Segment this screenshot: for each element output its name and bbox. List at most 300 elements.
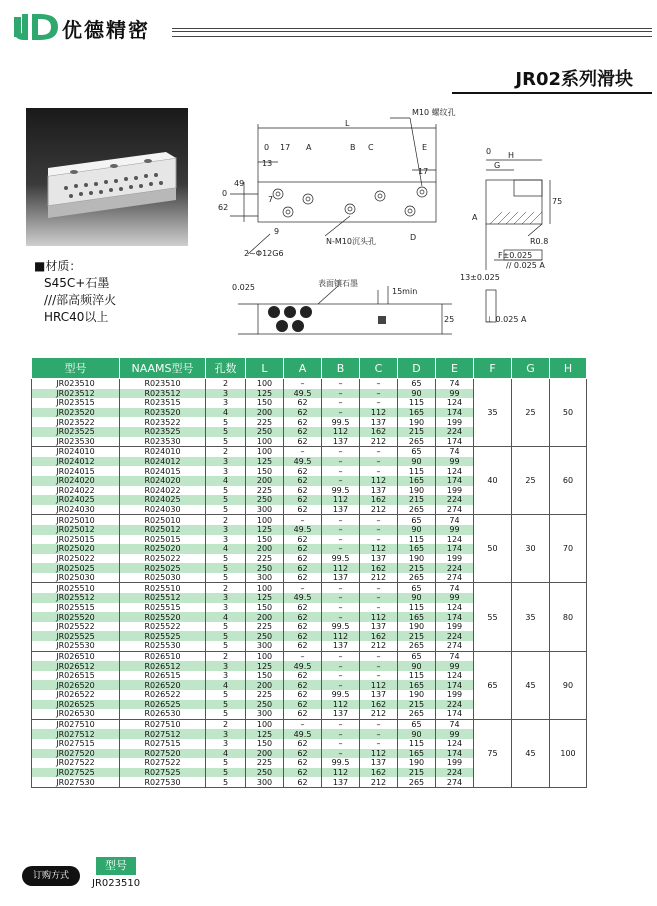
table-cell: 62 xyxy=(284,535,322,545)
table-cell: JR027512 xyxy=(32,729,120,739)
table-cell: 5 xyxy=(206,427,246,437)
table-cell: 300 xyxy=(246,573,284,583)
table-cell: – xyxy=(322,476,360,486)
table-cell: 62 xyxy=(284,563,322,573)
spec-table xyxy=(31,357,587,788)
table-cell: 224 xyxy=(436,427,474,437)
table-cell: JR026512 xyxy=(32,661,120,671)
dim-l-label: L xyxy=(345,119,350,128)
table-cell: 4 xyxy=(206,612,246,622)
table-cell: 3 xyxy=(206,466,246,476)
material-heading: ■材质： xyxy=(34,259,82,273)
table-cell: JR027510 xyxy=(32,719,120,729)
table-cell: 225 xyxy=(246,622,284,632)
table-cell: JR023512 xyxy=(32,389,120,399)
table-cell: 99.5 xyxy=(322,758,360,768)
table-cell: 4 xyxy=(206,749,246,759)
table-cell: 250 xyxy=(246,631,284,641)
graphite-label: 表面镶石墨 xyxy=(318,279,358,288)
table-cell: JR023515 xyxy=(32,398,120,408)
table-cell: – xyxy=(360,583,398,593)
table-cell: 62 xyxy=(284,505,322,515)
table-cell: 99 xyxy=(436,661,474,671)
table-cell: JR026525 xyxy=(32,700,120,710)
ref-a-label: A xyxy=(472,213,478,222)
table-cell: 125 xyxy=(246,457,284,467)
table-cell: – xyxy=(360,457,398,467)
table-cell: – xyxy=(322,379,360,389)
table-cell: – xyxy=(322,389,360,399)
table-cell: R024012 xyxy=(120,457,206,467)
table-cell: 215 xyxy=(398,700,436,710)
table-cell: 3 xyxy=(206,603,246,613)
table-cell: R023510 xyxy=(120,379,206,389)
table-cell: 212 xyxy=(360,505,398,515)
table-cell: R025530 xyxy=(120,641,206,651)
table-cell: 137 xyxy=(322,709,360,719)
table-cell: 265 xyxy=(398,437,436,447)
table-cell: 100 xyxy=(246,719,284,729)
table-cell: 215 xyxy=(398,427,436,437)
table-cell: 137 xyxy=(322,573,360,583)
table-cell: – xyxy=(322,749,360,759)
table-cell: 300 xyxy=(246,777,284,787)
table-cell: 224 xyxy=(436,563,474,573)
table-cell: 62 xyxy=(284,622,322,632)
table-cell: 2 xyxy=(206,719,246,729)
table-cell: 112 xyxy=(322,563,360,573)
table-cell: – xyxy=(360,389,398,399)
table-cell: 112 xyxy=(360,749,398,759)
table-cell: 65 xyxy=(398,515,436,525)
table-cell: 49.5 xyxy=(284,457,322,467)
table-row xyxy=(32,583,587,593)
column-header: C xyxy=(360,358,398,379)
table-cell: 162 xyxy=(360,700,398,710)
table-cell: R027522 xyxy=(120,758,206,768)
table-cell: – xyxy=(360,729,398,739)
table-cell: 62 xyxy=(284,408,322,418)
table-cell: – xyxy=(322,544,360,554)
table-cell: 62 xyxy=(284,612,322,622)
table-cell: 137 xyxy=(360,690,398,700)
table-row xyxy=(32,651,587,661)
dim-d-label: D xyxy=(410,233,417,242)
table-cell: 74 xyxy=(436,515,474,525)
table-cell: 212 xyxy=(360,573,398,583)
table-cell: 190 xyxy=(398,417,436,427)
table-cell: 165 xyxy=(398,680,436,690)
table-cell: R023520 xyxy=(120,408,206,418)
table-cell: 215 xyxy=(398,631,436,641)
table-cell: – xyxy=(322,680,360,690)
table-cell: 65 xyxy=(398,583,436,593)
group-f-cell: 50 xyxy=(474,515,512,583)
table-cell: 265 xyxy=(398,777,436,787)
table-cell: 62 xyxy=(284,398,322,408)
table-cell: R025520 xyxy=(120,612,206,622)
group-f-cell: 55 xyxy=(474,583,512,651)
table-cell: 3 xyxy=(206,661,246,671)
table-cell: – xyxy=(360,719,398,729)
table-cell: 5 xyxy=(206,437,246,447)
table-cell: R025510 xyxy=(120,583,206,593)
table-cell: 215 xyxy=(398,563,436,573)
group-g-cell: 25 xyxy=(512,379,550,447)
table-cell: 174 xyxy=(436,749,474,759)
table-cell: JR025015 xyxy=(32,535,120,545)
table-cell: JR023520 xyxy=(32,408,120,418)
table-cell: 137 xyxy=(322,505,360,515)
table-cell: – xyxy=(360,515,398,525)
table-cell: 125 xyxy=(246,729,284,739)
table-cell: 5 xyxy=(206,631,246,641)
table-cell: 125 xyxy=(246,389,284,399)
table-cell: 5 xyxy=(206,554,246,564)
table-cell: 150 xyxy=(246,466,284,476)
table-cell: – xyxy=(322,739,360,749)
table-cell: 3 xyxy=(206,457,246,467)
table-cell: 100 xyxy=(246,437,284,447)
table-cell: JR027530 xyxy=(32,777,120,787)
table-cell: 124 xyxy=(436,398,474,408)
table-cell: 165 xyxy=(398,408,436,418)
table-cell: – xyxy=(284,447,322,457)
table-cell: R025015 xyxy=(120,535,206,545)
table-cell: 225 xyxy=(246,417,284,427)
table-cell: 199 xyxy=(436,622,474,632)
table-cell: 5 xyxy=(206,641,246,651)
header-rule xyxy=(172,28,652,37)
table-cell: 174 xyxy=(436,408,474,418)
table-row xyxy=(32,515,587,525)
table-cell: R027520 xyxy=(120,749,206,759)
table-cell: R024015 xyxy=(120,466,206,476)
table-cell: 62 xyxy=(284,544,322,554)
table-cell: 5 xyxy=(206,495,246,505)
table-cell: 90 xyxy=(398,525,436,535)
table-cell: 99 xyxy=(436,593,474,603)
table-cell: 4 xyxy=(206,408,246,418)
table-cell: 5 xyxy=(206,505,246,515)
table-cell: JR025030 xyxy=(32,573,120,583)
table-cell: 137 xyxy=(322,641,360,651)
table-cell: 274 xyxy=(436,777,474,787)
table-cell: 62 xyxy=(284,437,322,447)
table-cell: JR025510 xyxy=(32,583,120,593)
group-h-cell: 100 xyxy=(550,719,587,787)
table-cell: – xyxy=(322,729,360,739)
table-cell: JR023522 xyxy=(32,417,120,427)
table-cell: JR024012 xyxy=(32,457,120,467)
table-cell: JR025515 xyxy=(32,603,120,613)
table-cell: 5 xyxy=(206,700,246,710)
table-cell: JR023530 xyxy=(32,437,120,447)
dim-h-label: H xyxy=(508,151,515,160)
material-line: HRC40以上 xyxy=(44,310,109,324)
table-cell: 274 xyxy=(436,505,474,515)
table-cell: R027530 xyxy=(120,777,206,787)
table-cell: 74 xyxy=(436,651,474,661)
table-cell: R026522 xyxy=(120,690,206,700)
table-cell: 265 xyxy=(398,505,436,515)
dim-62-label: 62 xyxy=(218,203,229,212)
table-cell: 5 xyxy=(206,777,246,787)
table-cell: – xyxy=(284,583,322,593)
counterbore-label: N-M10沉头孔 xyxy=(326,237,376,246)
table-cell: 62 xyxy=(284,777,322,787)
table-cell: 265 xyxy=(398,709,436,719)
table-cell: – xyxy=(322,593,360,603)
brand-logo-icon xyxy=(14,14,58,40)
table-cell: R024025 xyxy=(120,495,206,505)
table-cell: JR026520 xyxy=(32,680,120,690)
table-cell: – xyxy=(322,525,360,535)
side-view-drawing xyxy=(458,140,588,325)
table-cell: 200 xyxy=(246,749,284,759)
table-cell: R025020 xyxy=(120,544,206,554)
column-header: NAAMS型号 xyxy=(120,358,206,379)
table-cell: 212 xyxy=(360,709,398,719)
table-cell: – xyxy=(322,447,360,457)
table-cell: JR027520 xyxy=(32,749,120,759)
column-header: E xyxy=(436,358,474,379)
table-cell: 3 xyxy=(206,398,246,408)
table-cell: 74 xyxy=(436,447,474,457)
table-cell: 115 xyxy=(398,466,436,476)
top-view-drawing xyxy=(200,104,456,264)
dim-e-label: E xyxy=(422,143,428,152)
table-cell: – xyxy=(322,651,360,661)
table-cell: 62 xyxy=(284,700,322,710)
table-cell: 99 xyxy=(436,525,474,535)
table-cell: – xyxy=(360,603,398,613)
group-g-cell: 45 xyxy=(512,719,550,787)
table-cell: 112 xyxy=(360,544,398,554)
table-cell: 162 xyxy=(360,631,398,641)
table-cell: 137 xyxy=(322,777,360,787)
order-model-label: 型号 xyxy=(96,857,136,875)
table-cell: 99.5 xyxy=(322,622,360,632)
table-cell: – xyxy=(322,612,360,622)
table-cell: 112 xyxy=(322,700,360,710)
material-spec xyxy=(34,258,116,326)
table-cell: 3 xyxy=(206,729,246,739)
table-cell: 74 xyxy=(436,583,474,593)
group-h-cell: 90 xyxy=(550,651,587,719)
table-cell: 300 xyxy=(246,641,284,651)
table-cell: 100 xyxy=(246,515,284,525)
table-cell: – xyxy=(284,379,322,389)
table-cell: – xyxy=(360,525,398,535)
dim-zero-label: 0 xyxy=(264,143,270,152)
table-cell: 5 xyxy=(206,573,246,583)
table-cell: 62 xyxy=(284,680,322,690)
table-cell: – xyxy=(322,535,360,545)
table-cell: R024020 xyxy=(120,476,206,486)
table-cell: 124 xyxy=(436,739,474,749)
table-cell: 62 xyxy=(284,495,322,505)
table-cell: 124 xyxy=(436,603,474,613)
table-cell: R023515 xyxy=(120,398,206,408)
table-cell: – xyxy=(360,379,398,389)
table-cell: 225 xyxy=(246,758,284,768)
group-g-cell: 25 xyxy=(512,447,550,515)
dim-7-label: 7 xyxy=(268,195,274,204)
table-cell: 200 xyxy=(246,680,284,690)
table-cell: 125 xyxy=(246,593,284,603)
table-cell: 62 xyxy=(284,758,322,768)
column-header: H xyxy=(550,358,587,379)
table-cell: 190 xyxy=(398,758,436,768)
table-cell: – xyxy=(322,408,360,418)
table-cell: 250 xyxy=(246,563,284,573)
table-cell: 99.5 xyxy=(322,554,360,564)
table-cell: R027510 xyxy=(120,719,206,729)
table-cell: 225 xyxy=(246,554,284,564)
table-cell: – xyxy=(322,515,360,525)
table-cell: R023530 xyxy=(120,437,206,447)
table-cell: 62 xyxy=(284,486,322,496)
table-cell: 162 xyxy=(360,768,398,778)
table-cell: 62 xyxy=(284,739,322,749)
table-cell: 3 xyxy=(206,593,246,603)
material-line: ///部高频淬火 xyxy=(44,293,117,307)
table-cell: R026530 xyxy=(120,709,206,719)
table-cell: 137 xyxy=(360,486,398,496)
group-h-cell: 60 xyxy=(550,447,587,515)
table-cell: 265 xyxy=(398,573,436,583)
table-cell: JR025522 xyxy=(32,622,120,632)
table-cell: 250 xyxy=(246,700,284,710)
table-cell: R023525 xyxy=(120,427,206,437)
table-cell: JR027515 xyxy=(32,739,120,749)
dim-b-label: B xyxy=(350,143,356,152)
table-cell: 224 xyxy=(436,768,474,778)
table-cell: 3 xyxy=(206,389,246,399)
table-cell: 62 xyxy=(284,427,322,437)
table-cell: 274 xyxy=(436,573,474,583)
table-cell: 5 xyxy=(206,768,246,778)
table-cell: 190 xyxy=(398,554,436,564)
table-cell: 212 xyxy=(360,437,398,447)
table-cell: R026512 xyxy=(120,661,206,671)
table-cell: 150 xyxy=(246,603,284,613)
table-cell: – xyxy=(360,651,398,661)
table-cell: R024010 xyxy=(120,447,206,457)
dim-c-label: C xyxy=(368,143,374,152)
dim-f-label: F±0.025 xyxy=(498,251,533,260)
table-cell: JR026530 xyxy=(32,709,120,719)
table-cell: 124 xyxy=(436,466,474,476)
table-cell: – xyxy=(322,719,360,729)
group-h-cell: 80 xyxy=(550,583,587,651)
table-cell: 99 xyxy=(436,729,474,739)
column-header: 孔数 xyxy=(206,358,246,379)
table-cell: R024030 xyxy=(120,505,206,515)
table-header-row xyxy=(32,358,587,379)
table-cell: 5 xyxy=(206,709,246,719)
table-cell: 5 xyxy=(206,622,246,632)
table-cell: 112 xyxy=(322,495,360,505)
flat-tolerance-label: // 0.025 A xyxy=(506,261,545,270)
table-cell: 49.5 xyxy=(284,525,322,535)
table-cell: 112 xyxy=(322,427,360,437)
table-cell: 3 xyxy=(206,739,246,749)
table-cell: 49.5 xyxy=(284,593,322,603)
table-cell: 100 xyxy=(246,651,284,661)
dim-zero-side-label: 0 xyxy=(486,147,492,156)
table-cell: R027525 xyxy=(120,768,206,778)
table-cell: 62 xyxy=(284,709,322,719)
table-cell: R025010 xyxy=(120,515,206,525)
group-h-cell: 50 xyxy=(550,379,587,447)
dim-49-label: 49 xyxy=(234,179,245,188)
table-cell: R025012 xyxy=(120,525,206,535)
table-cell: 112 xyxy=(360,612,398,622)
table-cell: JR025025 xyxy=(32,563,120,573)
table-row xyxy=(32,447,587,457)
table-cell: 137 xyxy=(360,622,398,632)
table-cell: 99.5 xyxy=(322,486,360,496)
table-cell: R024022 xyxy=(120,486,206,496)
table-cell: JR023525 xyxy=(32,427,120,437)
radius-label: R0.8 xyxy=(530,237,549,246)
table-cell: R025522 xyxy=(120,622,206,632)
table-cell: JR025530 xyxy=(32,641,120,651)
group-f-cell: 40 xyxy=(474,447,512,515)
table-cell: 62 xyxy=(284,631,322,641)
table-cell: 5 xyxy=(206,486,246,496)
table-cell: 150 xyxy=(246,398,284,408)
table-cell: 2 xyxy=(206,379,246,389)
table-cell: 215 xyxy=(398,768,436,778)
table-cell: – xyxy=(322,398,360,408)
table-cell: R027515 xyxy=(120,739,206,749)
dim-25-label: 25 xyxy=(444,315,455,324)
table-cell: 65 xyxy=(398,719,436,729)
table-cell: JR025012 xyxy=(32,525,120,535)
table-cell: 150 xyxy=(246,535,284,545)
table-cell: – xyxy=(322,583,360,593)
table-cell: 62 xyxy=(284,417,322,427)
table-cell: 74 xyxy=(436,719,474,729)
dim-15min-label: 15min xyxy=(392,287,418,296)
table-cell: – xyxy=(360,398,398,408)
group-f-cell: 75 xyxy=(474,719,512,787)
table-cell: 124 xyxy=(436,671,474,681)
table-cell: 90 xyxy=(398,661,436,671)
table-cell: R027512 xyxy=(120,729,206,739)
table-cell: JR024022 xyxy=(32,486,120,496)
table-cell: 300 xyxy=(246,505,284,515)
table-cell: 62 xyxy=(284,476,322,486)
table-cell: JR024010 xyxy=(32,447,120,457)
table-cell: 150 xyxy=(246,739,284,749)
table-cell: 174 xyxy=(436,612,474,622)
table-cell: – xyxy=(322,603,360,613)
table-cell: 224 xyxy=(436,631,474,641)
table-cell: JR025512 xyxy=(32,593,120,603)
table-cell: 162 xyxy=(360,427,398,437)
table-cell: 150 xyxy=(246,671,284,681)
table-row xyxy=(32,719,587,729)
table-cell: 3 xyxy=(206,525,246,535)
title-underline xyxy=(452,92,652,94)
table-cell: JR023510 xyxy=(32,379,120,389)
group-h-cell: 70 xyxy=(550,515,587,583)
dim-9-label: 9 xyxy=(274,227,280,236)
